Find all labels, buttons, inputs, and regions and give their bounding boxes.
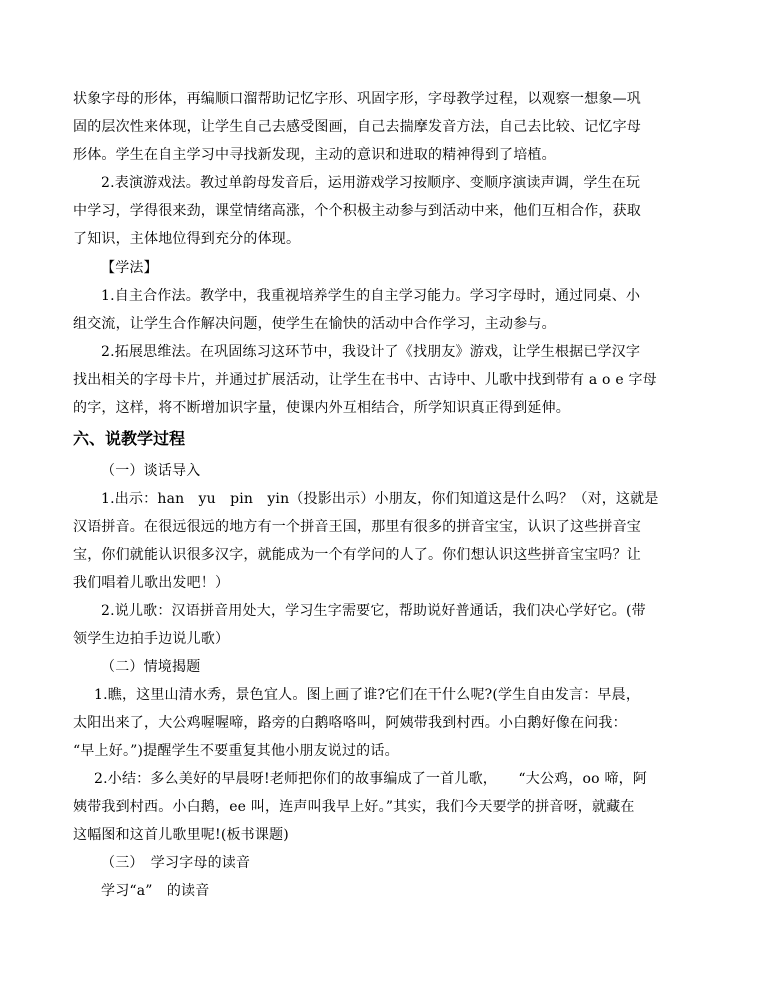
paragraph-line: 了知识，主体地位得到充分的体现。 <box>73 231 301 247</box>
paragraph-line: 1.自主合作法。教学中，我重视培养学生的自主学习能力。学习字母时，通过同桌、小 <box>101 288 641 304</box>
section-label: 【学法】 <box>101 260 158 276</box>
paragraph-line: 的字，这样，将不断增加识字量，使课内外互相结合，所学知识真正得到延伸。 <box>73 400 570 416</box>
paragraph-line: 我们唱着儿歌出发吧！） <box>73 575 230 591</box>
paragraph-line: 1.瞧，这里山清水秀，景色宜人。图上画了谁?它们在干什么呢?(学生自由发言：早晨， <box>94 687 641 703</box>
paragraph-line: 找出相关的字母卡片，并通过扩展活动，让学生在书中、古诗中、儿歌中找到带有 a o e 字母 <box>73 372 657 388</box>
paragraph-line: 宝，你们就能认识很多汉字，就能成为一个有学问的人了。你们想认识这些拼音宝宝吗？让 <box>73 547 641 563</box>
paragraph-line: 2.说儿歌：汉语拼音用处大，学习生字需要它，帮助说好普通话，我们决心学好它。(带 <box>101 603 646 619</box>
paragraph-line: 1.出示：han yu pin yin（投影出示）小朋友，你们知道这是什么吗？（对，这就是 <box>101 491 659 507</box>
paragraph-line: 太阳出来了，大公鸡喔喔啼，路旁的白鹅咯咯叫，阿姨带我到村西。小白鹅好像在问我： <box>73 715 627 731</box>
paragraph-line: 2.拓展思维法。在巩固练习这环节中，我设计了《找朋友》游戏，让学生根据已学汉字 <box>101 344 641 360</box>
section-heading: 六、说教学过程 <box>73 429 186 448</box>
subsection-label: （一）谈话导入 <box>101 463 201 479</box>
paragraph-line: 组交流，让学生合作解决问题，使学生在愉快的活动中合作学习，主动参与。 <box>73 316 556 332</box>
paragraph-line: 姨带我到村西。小白鹅，ee 叫，连声叫我早上好。”其实，我们今天要学的拼音呀，就藏在 <box>73 799 635 815</box>
paragraph-line: 领学生边拍手边说儿歌） <box>73 631 230 647</box>
paragraph-line: 学习“a” 的读音 <box>101 883 210 899</box>
paragraph-line: “早上好。”)提醒学生不要重复其他小朋友说过的话。 <box>73 743 399 759</box>
paragraph-line: 2.小结：多么美好的早晨呀!老师把你们的故事编成了一首儿歌， “大公鸡，oo 啼，阿 <box>94 771 648 787</box>
subsection-label: （二）情境揭题 <box>101 659 201 675</box>
subsection-label: （三） 学习字母的读音 <box>101 855 251 871</box>
paragraph-line: 形体。学生在自主学习中寻找新发现，主动的意识和进取的精神得到了培植。 <box>73 147 556 163</box>
paragraph-line: 状象字母的形体，再编顺口溜帮助记忆字形、巩固字形，字母教学过程，以观察一想象—巩 <box>73 91 641 107</box>
paragraph-line: 固的层次性来体现，让学生自己去感受图画，自己去揣摩发音方法，自己去比较、记忆字母 <box>73 119 641 135</box>
paragraph-line: 中学习，学得很来劲，课堂情绪高涨，个个积极主动参与到活动中来，他们互相合作，获取 <box>73 203 641 219</box>
paragraph-line: 这幅图和这首儿歌里呢!(板书课题) <box>73 827 289 843</box>
paragraph-line: 汉语拼音。在很远很远的地方有一个拼音王国，那里有很多的拼音宝宝，认识了这些拼音宝 <box>73 519 641 535</box>
paragraph-line: 2.表演游戏法。教过单韵母发音后，运用游戏学习按顺序、变顺序演读声调，学生在玩 <box>101 175 641 191</box>
